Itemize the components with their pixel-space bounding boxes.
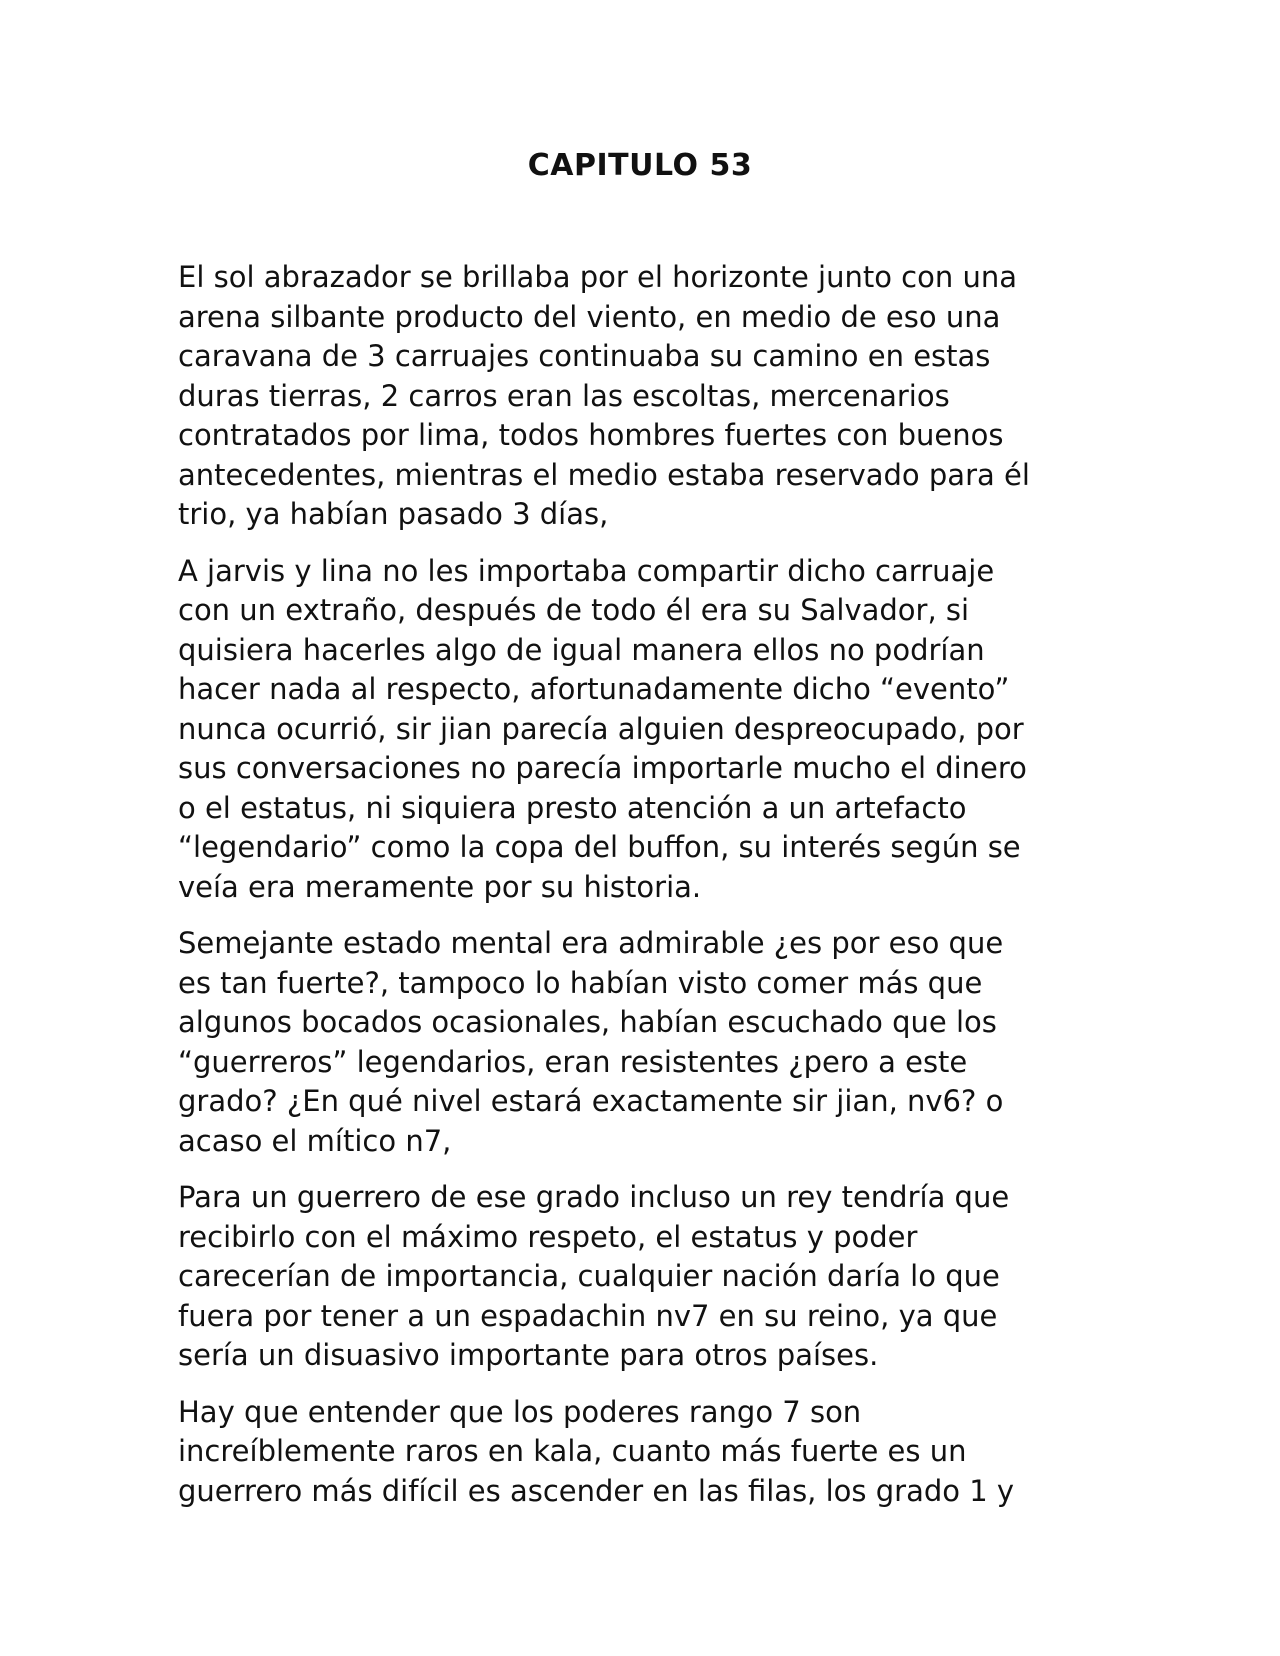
paragraph: Para un guerrero de ese grado incluso un rey tendría que recibirlo con el máximo respeto, el estatus y poder carecerían de importancia, cualquier nación daría lo que fuera por tener a un espadachin nv7 en su reino, ya que sería un disuasivo importante para otros países. (178, 1180, 1010, 1372)
paragraph: Hay que entender que los poderes rango 7 son increíblemente raros en kala, cuanto más fuerte es un guerrero más difícil es ascender en las filas, los grado 1 y (178, 1394, 1015, 1508)
chapter-title: CAPITULO 53 (527, 148, 753, 183)
chapter-body (178, 258, 1108, 1528)
paragraph: El sol abrazador se brillaba por el horizonte junto con una arena silbante producto del viento, en medio de eso una caravana de 3 carruajes continuaba su camino en estas duras tierras, 2 carros eran las escoltas, mercenarios contratados por lima, todos hombres fuertes con buenos antecedentes, mientras el medio estaba reservado para él trio, ya habían pasado 3 días, (178, 260, 1030, 531)
paragraph: A jarvis y lina no les importaba compartir dicho carruaje con un extraño, después de todo él era su Salvador, si quisiera hacerles algo de igual manera ellos no podrían hacer nada al respecto, afortunadamente dicho “evento” nunca ocurrió, sir jian parecía alguien despreocupado, por sus conversaciones no parecía importarle mucho el dinero o el estatus, ni siquiera presto atención a un artefacto “legendario” como la copa del buffon, su interés según se veía era meramente por su historia. (178, 553, 1027, 904)
paragraph: Semejante estado mental era admirable ¿es por eso que es tan fuerte?, tampoco lo habían visto comer más que algunos bocados ocasionales, habían escuchado que los “guerreros” legendarios, eran resistentes ¿pero a este grado? ¿En qué nivel estará exactamente sir jian, nv6? o acaso el mítico n7, (178, 926, 1004, 1158)
